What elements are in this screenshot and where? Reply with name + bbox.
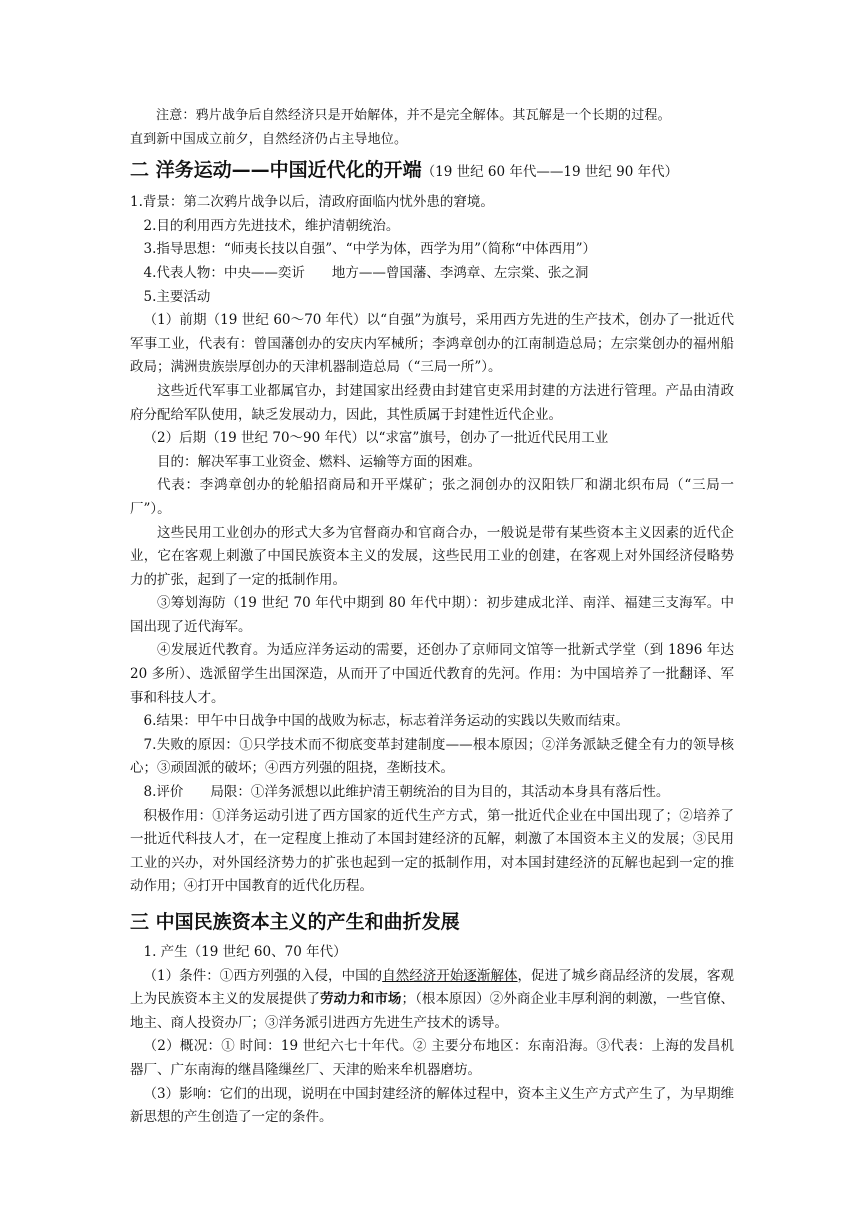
s3-conditions-bold: 劳动力和市场	[320, 991, 402, 1008]
s2-navy: ③筹划海防（19 世纪 70 年代中期到 80 年代中期）：初步建成北洋、南洋、福建三支海军。中国出现了近代海军。	[130, 595, 734, 635]
s2-early-stage: （1）前期（19 世纪 60～70 年代）以“自强”为旗号，采用西方先进的生产技术，创办了一批近代军事工业，代表有：曾国藩创办的安庆内军械所；李鸿章创办的江南制造总局；左宗棠创办的福州船政局；满洲贵族崇厚创办的天津机器制造总局（“三局一所”）。	[130, 312, 734, 376]
s2-guiding-thought: 3.指导思想：“师夷长技以自强”、“中学为体，西学为用”（简称“中体西用”）	[143, 241, 597, 258]
section-3-heading: 三 中国民族资本主义的产生和曲折发展	[130, 911, 460, 933]
s3-emergence: 1. 产生（19 世纪 60、70 年代）	[143, 944, 347, 960]
s2-main-activities: 5.主要活动	[143, 288, 211, 305]
s2-civil-purpose: 目的：解决军事工业资金、燃料、运输等方面的困难。	[157, 453, 481, 470]
s2-positive-effects: 积极作用：①洋务运动引进了西方国家的近代生产方式，第一批近代企业在中国出现了；②培养了一批近代科技人才，在一定程度上推动了本国封建经济的瓦解，刺激了本国资本主义的发展；③民用工业的兴办，对外国经济势力的扩张也起到一定的抵制作用，对本国封建经济的瓦解也起到一定的推动作用；④打开中国教育的近代化历程。	[130, 807, 734, 895]
s3-conditions-c: ；（根本原因）②外商企业丰厚利润的刺激，一些官僚、地主、商人投资办厂；③洋务派引进西方先进生产技术的诱导。	[130, 991, 735, 1031]
s3-conditions-b: ，促进了城乡商品经济的发展，客观上为民族资本主义的发展提供了	[130, 967, 735, 1008]
s2-representatives: 4.代表人物：中央——奕䜣 地方——曾国藩、李鸿章、左宗棠、张之洞	[143, 264, 589, 281]
section-2-heading	[130, 155, 734, 187]
s3-conditions	[130, 965, 734, 1036]
s2-civil-industry: 这些民用工业创办的形式大多为官督商办和官商合办，一般说是带有某些资本主义因素的近代企业，它在客观上刺激了中国民族资本主义的发展，这些民用工业的创建，在客观上对外国经济侵略势力的扩张，起到了一定的抵制作用。	[130, 524, 734, 588]
section-2-title: 二 洋务运动——中国近代化的开端	[130, 159, 422, 182]
s2-result: 6.结果：甲午中日战争中国的战败为标志，标志着洋务运动的实践以失败而结束。	[143, 713, 629, 730]
s2-later-stage: （2）后期（19 世纪 70～90 年代）以“求富”旗号，创办了一批近代民用工业	[143, 430, 609, 447]
s2-military-industry: 这些近代军事工业都属官办，封建国家出经费由封建官吏采用封建的方法进行管理。产品由清政府分配给军队使用，缺乏发展动力，因此，其性质属于封建性近代企业。	[130, 382, 734, 423]
s2-civil-examples: 代表：李鸿章创办的轮船招商局和开平煤矿；张之洞创办的汉阳铁厂和湖北织布局（“三局一厂”）。	[130, 477, 734, 517]
s3-conditions-a: （1）条件：①西方列强的入侵，中国的	[143, 967, 383, 984]
s2-education: ④发展近代教育。为适应洋务运动的需要，还创办了京师同文馆等一批新式学堂（到 1896 年达 20 多所）、选派留学生出国深造，从而开了中国近代教育的先河。作用：为中国培养了一批翻译、军事和科技人才。	[130, 642, 734, 706]
note-line-2: 直到新中国成立前夕，自然经济仍占主导地位。	[130, 131, 408, 147]
s3-overview: （2）概况：① 时间：19 世纪六七十年代。② 主要分布地区：东南沿海。③代表：上海的发昌机器厂、广东南海的继昌隆缫丝厂、天津的贻来牟机器磨坊。	[130, 1038, 734, 1078]
section-2-subtitle: （19 世纪 60 年代——19 世纪 90 年代）	[421, 164, 679, 181]
s2-background: 1.背景：第二次鸦片战争以后，清政府面临内忧外患的窘境。	[130, 194, 494, 211]
s2-evaluation: 8.评价 局限：①洋务派想以此维护清王朝统治的目为目的，其活动本身具有落后性。	[143, 784, 670, 801]
note-line-1: 注意：鸦片战争后自然经济只是开始解体，并不是完全解体。其瓦解是一个长期的过程。	[156, 108, 671, 123]
s3-conditions-underlined: 自然经济开始逐渐解体	[382, 967, 518, 984]
s3-impact: （3）影响：它们的出现，说明在中国封建经济的解体过程中，资本主义生产方式产生了，为早期维新思想的产生创造了一定的条件。	[130, 1085, 734, 1126]
s2-purpose: 2.目的利用西方先进技术，维护清朝统治。	[143, 217, 400, 234]
s2-failure-reasons: 7.失败的原因：①只学技术而不彻底变革封建制度——根本原因；②洋务派缺乏健全有力的领导核心；③顽固派的破坏；④西方列强的阻挠，垄断技术。	[130, 736, 734, 777]
document-page	[130, 104, 734, 1130]
